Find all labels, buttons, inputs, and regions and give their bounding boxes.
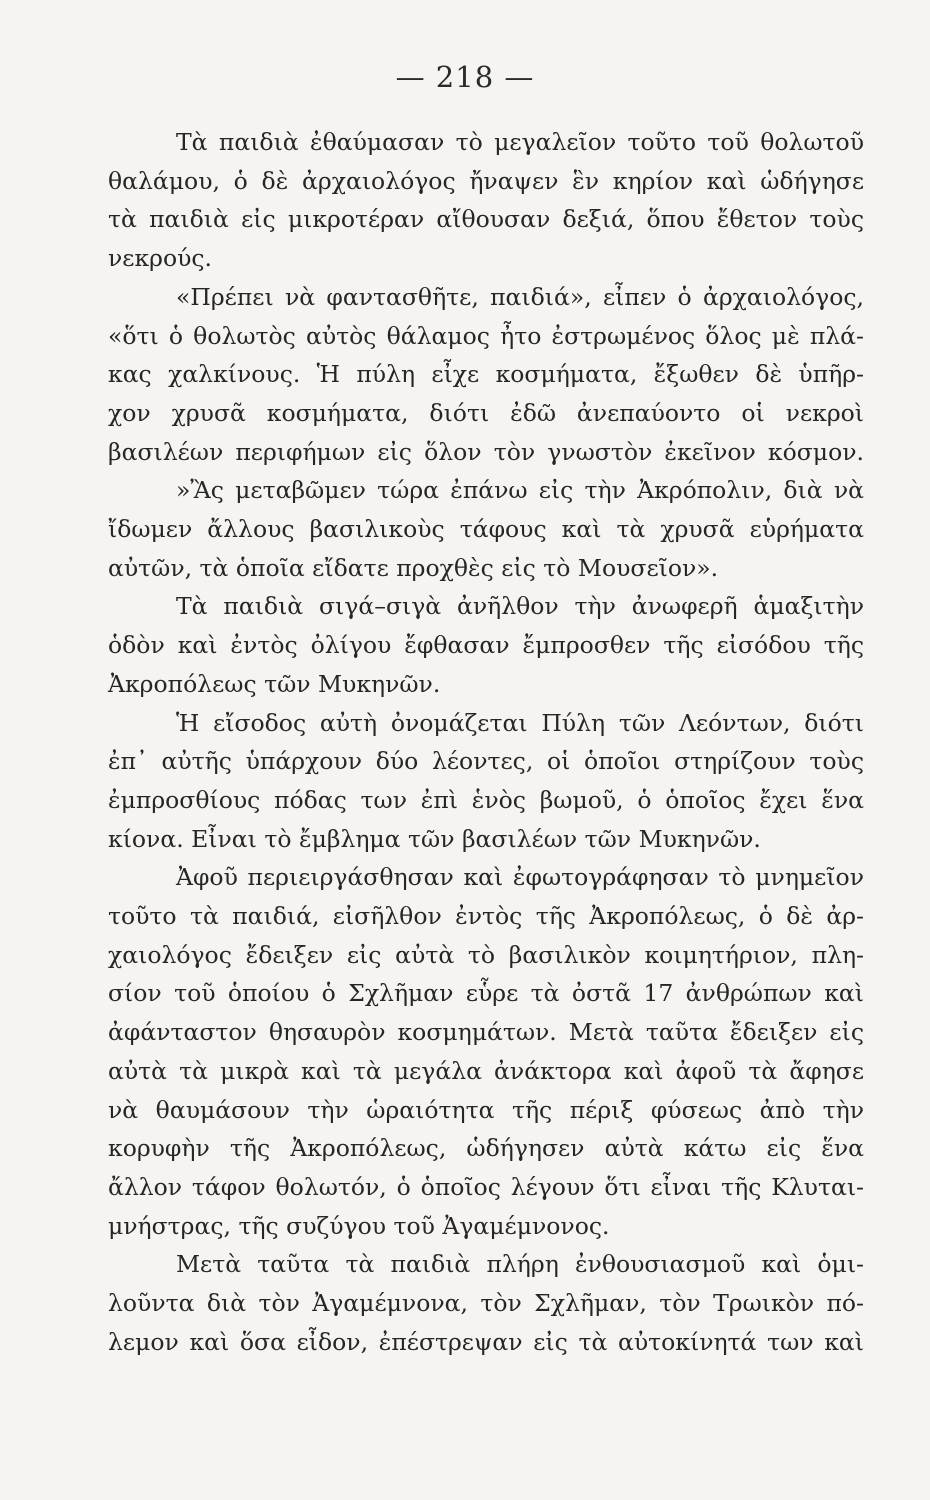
text-line: ἀφάνταστον θησαυρὸν κοσμημάτων. Μετὰ ταῦτα ἔδειξεν εἰς — [108, 1018, 864, 1047]
text-line: ἴδωμεν ἄλλους βασιλικοὺς τάφους καὶ τὰ χρυσᾶ εὑρήματα — [108, 515, 864, 543]
text-line: μνήστρας, τῆς συζύγου τοῦ Ἀγαμέμνονος. — [108, 1211, 610, 1240]
text-line: Τὰ παιδιὰ σιγά–σιγὰ ἀνῆλθον τὴν ἀνωφερῆ ἁμαξιτὴν — [176, 592, 864, 621]
text-line: αὐτῶν, τὰ ὁποῖα εἴδατε προχθὲς εἰς τὸ Μουσεῖον». — [108, 553, 719, 582]
text-line: βασιλέων περιφήμων εἰς ὅλον τὸν γνωστὸν ἐκεῖνον κόσμον. — [108, 437, 864, 466]
text-line: «ὅτι ὁ θολωτὸς αὐτὸς θάλαμος ἦτο ἐστρωμένος ὅλος μὲ πλά- — [108, 321, 864, 350]
text-line: λεμον καὶ ὅσα εἶδον, ἐπέστρεψαν εἰς τὰ αὐτοκίνητά των καὶ — [108, 1327, 864, 1356]
text-line: χον χρυσᾶ κοσμήματα, διότι ἐδῶ ἀνεπαύοντο οἱ νεκροὶ — [108, 398, 864, 427]
text-line: θαλάμου, ὁ δὲ ἀρχαιολόγος ἤναψεν ἓν κηρίον καὶ ὡδήγησε — [108, 166, 864, 195]
text-line: τὰ παιδιὰ εἰς μικροτέραν αἴθουσαν δεξιά, ὅπου ἔθετον τοὺς — [108, 205, 864, 234]
text-line: κίονα. Εἶναι τὸ ἔμβλημα τῶν βασιλέων τῶν Μυκηνῶν. — [108, 824, 761, 853]
text-line: Ἀκροπόλεως τῶν Μυκηνῶν. — [108, 669, 441, 698]
text-line: ἐπ᾽ αὐτῆς ὑπάρχουν δύο λέοντες, οἱ ὁποῖοι στηρίζουν τοὺς — [108, 747, 864, 776]
text-line: νὰ θαυμάσουν τὴν ὡραιότητα τῆς πέριξ φύσεως ἀπὸ τὴν — [108, 1095, 864, 1124]
text-line: ἄλλον τάφον θολωτόν, ὁ ὁποῖος λέγουν ὅτι εἶναι τῆς Κλυται- — [108, 1172, 864, 1201]
text-line: »Ἂς μεταβῶμεν τώρα ἐπάνω εἰς τὴν Ἀκρόπολιν, διὰ νὰ — [176, 476, 864, 505]
text-line: χαιολόγος ἔδειξεν εἰς αὐτὰ τὸ βασιλικὸν κοιμητήριον, πλη- — [108, 940, 864, 969]
text-line: «Πρέπει νὰ φαντασθῆτε, παιδιά», εἶπεν ὁ ἀρχαιολόγος, — [176, 282, 864, 311]
text-line: κας χαλκίνους. Ἡ πύλη εἶχε κοσμήματα, ἔξωθεν δὲ ὑπῆρ- — [108, 360, 864, 389]
text-line: αὐτὰ τὰ μικρὰ καὶ τὰ μεγάλα ἀνάκτορα καὶ ἀφοῦ τὰ ἄφησε — [108, 1056, 864, 1085]
text-line: νεκρούς. — [108, 244, 213, 273]
text-line: Μετὰ ταῦτα τὰ παιδιὰ πλήρη ἐνθουσιασμοῦ καὶ ὁμι- — [176, 1250, 864, 1279]
text-line: σίον τοῦ ὁποίου ὁ Σχλῆμαν εὗρε τὰ ὀστᾶ 17 ἀνθρώπων καὶ — [108, 979, 864, 1008]
text-line: Ἡ εἴσοδος αὐτὴ ὀνομάζεται Πύλη τῶν Λεόντων, διότι — [176, 708, 864, 737]
text-line: λοῦντα διὰ τὸν Ἀγαμέμνονα, τὸν Σχλῆμαν, τὸν Τρωικὸν πό- — [108, 1289, 864, 1317]
text-line: τοῦτο τὰ παιδιά, εἰσῆλθον ἐντὸς τῆς Ἀκροπόλεως, ὁ δὲ ἀρ- — [108, 902, 864, 930]
text-line: ὁδὸν καὶ ἐντὸς ὀλίγου ἔφθασαν ἔμπροσθεν τῆς εἰσόδου τῆς — [108, 631, 864, 660]
text-line: κορυφὴν τῆς Ἀκροπόλεως, ὡδήγησεν αὐτὰ κάτω εἰς ἕνα — [108, 1134, 864, 1163]
page-number: — 218 — — [395, 60, 535, 94]
text-line: Ἀφοῦ περιειργάσθησαν καὶ ἐφωτογράφησαν τὸ μνημεῖον — [176, 863, 864, 892]
text-line: Τὰ παιδιὰ ἐθαύμασαν τὸ μεγαλεῖον τοῦτο τοῦ θολωτοῦ — [176, 128, 864, 156]
text-line: ἐμπροσθίους πόδας των ἐπὶ ἑνὸς βωμοῦ, ὁ ὁποῖος ἔχει ἕνα — [108, 785, 864, 814]
